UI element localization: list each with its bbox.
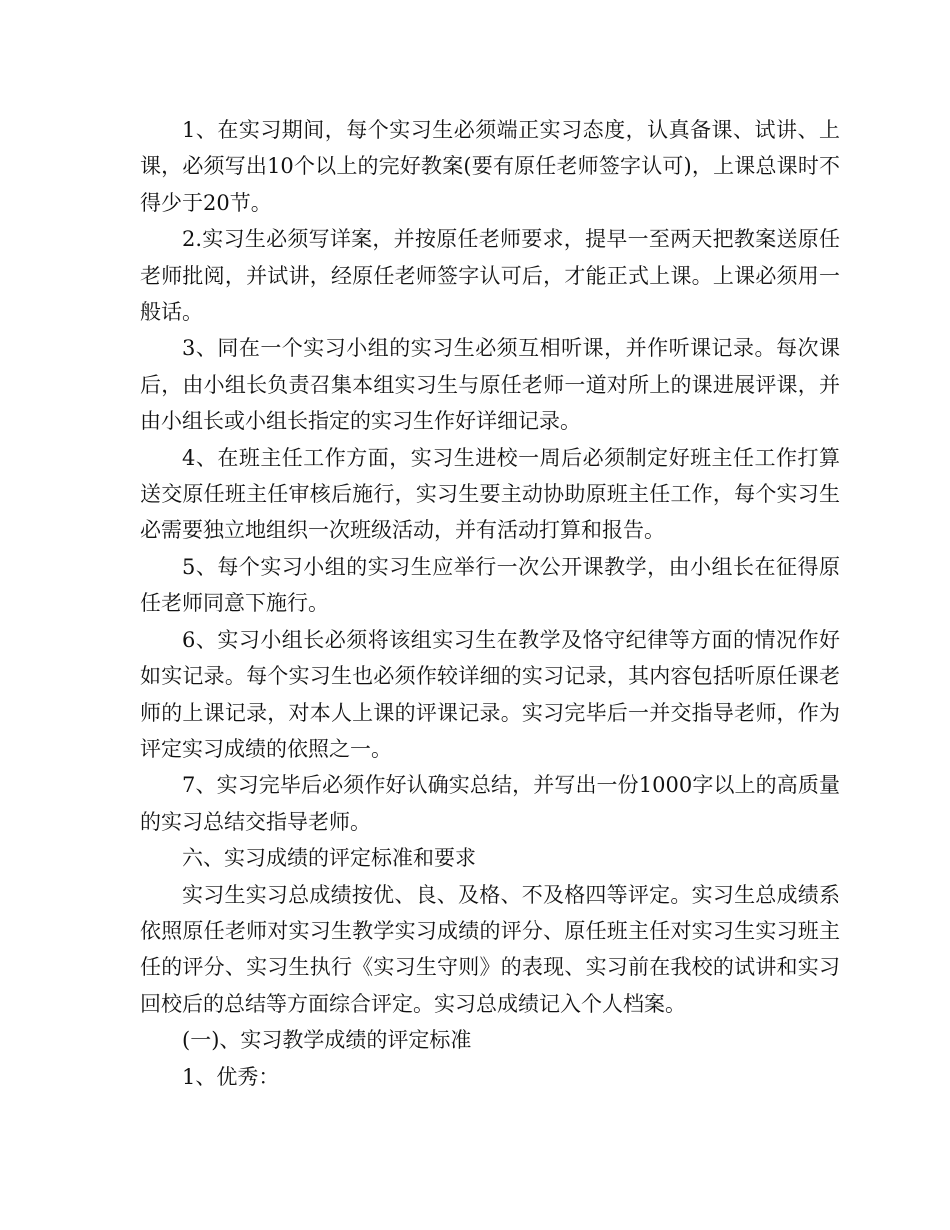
paragraph-5: 5、每个实习小组的实习生应举行一次公开课教学，由小组长在征得原任老师同意下施行。 xyxy=(140,554,840,616)
section-heading-six: 六、实习成绩的评定标准和要求 xyxy=(182,846,476,871)
paragraph-6: 6、实习小组长必须将该组实习生在教学及恪守纪律等方面的情况作好如实记录。每个实习生也必须作较详细的实习记录，其内容包括听原任课老师的上课记录，对本人上课的评课记录。实习完毕后一并交指导老师，作为评定实习成绩的依照之一。 xyxy=(140,627,840,761)
list-item-excellent: 1、优秀： xyxy=(182,1064,280,1089)
paragraph-evaluation: 实习生实习总成绩按优、良、及格、不及格四等评定。实习生总成绩系依照原任老师对实习生教学实习成绩的评分、原任班主任对实习生实习班主任的评分、实习生执行《实习生守则》的表现、实习前在我校的试讲和实习回校后的总结等方面综合评定。实习总成绩记入个人档案。 xyxy=(140,882,840,1016)
paragraph-4: 4、在班主任工作方面，实习生进校一周后必须制定好班主任工作打算送交原任班主任审核后施行，实习生要主动协助原班主任工作，每个实习生必需要独立地组织一次班级活动，并有活动打算和报告。 xyxy=(140,445,840,543)
document-body xyxy=(140,112,840,1095)
paragraph-1: 1、在实习期间，每个实习生必须端正实习态度，认真备课、试讲、上课，必须写出10个以上的完好教案(要有原任老师签字认可)，上课总课时不得少于20节。 xyxy=(140,118,840,215)
paragraph-7: 7、实习完毕后必须作好认确实总结，并写出一份1000字以上的高质量的实习总结交指导老师。 xyxy=(140,773,840,834)
paragraph-3: 3、同在一个实习小组的实习生必须互相听课，并作听课记录。每次课后，由小组长负责召集本组实习生与原任老师一道对所上的课进展评课，并由小组长或小组长指定的实习生作好详细记录。 xyxy=(140,336,840,434)
subsection-heading-one: (一)、实习教学成绩的评定标准 xyxy=(182,1028,472,1053)
paragraph-2: 2.实习生必须写详案，并按原任老师要求，提早一至两天把教案送原任老师批阅，并试讲，经原任老师签字认可后，才能正式上课。上课必须用一般话。 xyxy=(140,227,840,325)
